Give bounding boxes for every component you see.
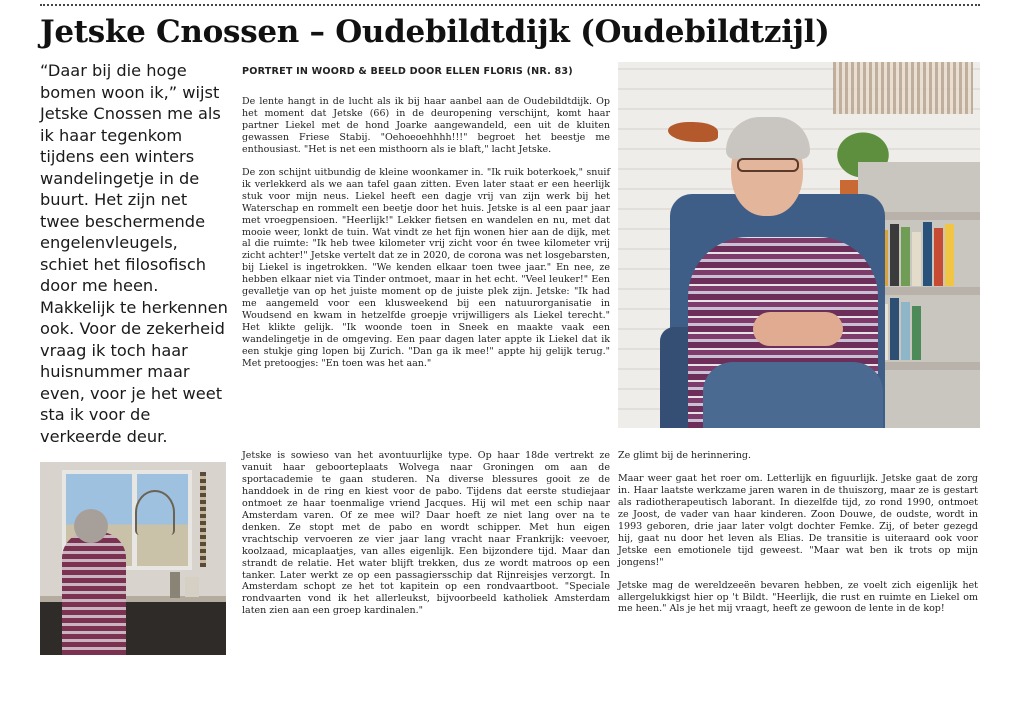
photo-book: [901, 302, 910, 360]
body-paragraph: Ze glimt bij de herinnering.: [618, 450, 752, 461]
kitchen-bottle: [170, 572, 180, 598]
kitchen-hanging-decoration: [200, 472, 206, 567]
portrait-photo: [618, 62, 980, 428]
photo-glasses: [737, 158, 799, 172]
body-paragraph: Jetske is sowieso van het avontuurlijke type. Op haar 18de vertrekt ze vanuit haar geboorteplaats Wolvega naar Groningen om aan de sportacademie te gaan studeren. Na diverse blessures gooit ze de handdoek in de ring en kiest voor de pabo. Tijdens dat eerste studiejaar ontmoet ze haar toenmalige vriend Jacques. Hij wil met een schip naar Amsterdam varen. Of ze mee wil? Daar hoeft ze niet lang over na te denken. Ze stopt met de pabo en wordt schipper. Met hun eigen vrachtschip vervoeren ze vier jaar lang vracht naar Frankrijk: veevoer, koolzaad, micaplaatjes, van alles eigenlijk. Een bijzondere tijd. Maar dan strandt de relatie. Het water blijft trekken, dus ze wordt matroos op een tanker. Later werkt ze op een passagiersschip dat Rijnreisjes verzorgt. In Amsterdam schopt ze het tot kapitein op een rondvaartboot. "Speciale rondvaarten vond ik het allerleukst, bijvoorbeeld katholiek Amsterdam laten zien aan een groep kardinalen.": [242, 450, 610, 617]
body-column-3: [618, 450, 978, 626]
body-column-1: [242, 96, 610, 381]
photo-book: [912, 306, 921, 360]
top-dotted-rule: [40, 4, 980, 6]
photo-book: [945, 224, 954, 286]
photo-book: [934, 228, 943, 286]
body-paragraph: Jetske mag de wereldzeeën bevaren hebben, ze voelt zich eigenlijk het allergelukkigst hier op 't Bildt. "Heerlijk, die rust en ruimte en Liekel om me heen." Als je het mij vraagt, heeft ze gewoon de lente in de kop!: [618, 579, 978, 615]
body-paragraph: De lente hangt in de lucht als ik bij haar aanbel aan de Oudebildtdijk. Op het moment dat Jetske (66) in de deuropening verschijnt, komt haar partner Liekel met de hond Joarke aangewandeld, een uit de kluiten gewassen Friese Stabij. "Oehoeoehhhh!!!" begroet het beestje me enthousiast. "Het is net een misthoorn als ie blaft," lacht Jetske.: [242, 96, 610, 155]
kitchen-tree-view: [135, 490, 175, 535]
photo-book: [901, 227, 910, 286]
photo-hands: [753, 312, 843, 346]
kitchen-person-head: [74, 509, 108, 543]
body-paragraph: Maar weer gaat het roer om. Letterlijk en figuurlijk. Jetske gaat de zorg in. Haar laatste werkzame jaren waren in de thuiszorg, maar ze is gestart als radiotherapeutisch laborant. In diezelfde tijd, zo rond 1990, ontmoet ze Joost, de vader van haar kinderen. Zoon Douwe, de oudste, wordt in 1993 geboren, drie jaar later volgt dochter Femke. Zij, of beter gezegd hij, gaat nu door het leven als Elias. De transitie is uiteraard ook voor Jetske een emotionele tijd geweest. "Maar wat ben ik trots op mijn jongens!": [618, 472, 978, 568]
photo-jeans: [703, 362, 883, 428]
photo-book: [912, 232, 921, 286]
kitchen-person: [62, 532, 126, 655]
photo-book: [890, 224, 899, 286]
byline: PORTRET IN WOORD & BEELD DOOR ELLEN FLORIS (NR. 83): [242, 66, 573, 77]
kitchen-photo: [40, 462, 226, 655]
photo-book: [923, 222, 932, 286]
kitchen-jar: [185, 577, 199, 597]
body-paragraph: De zon schijnt uitbundig de kleine woonkamer in. "Ik ruik boterkoek," snuif ik verlekkerd als we aan tafel gaan zitten. Even later staat er een heerlijk stuk voor mijn neus. Liekel heeft een dagje vrij van zijn werk bij het Waterschap en rommelt een beetje door het huis. Jetske is al een paar jaar met vroegpensioen. "Heerlijk!" Lekker fietsen en wandelen en nu, met dat mooie weer, lonkt de tuin. Wat vindt ze het fijn wonen hier aan de dijk, met al die ruimte: "Ik heb twee kilometer vrij zicht voor én twee kilometer vrij zicht achter!" Jetske vertelt dat ze in 2020, de corona was net losgebarsten, bij Liekel is ingetrokken. "We kenden elkaar toen twee jaar." En nee, ze hebben elkaar niet via Tinder ontmoet, maar in het echt. "Veel leuker!" Een gevalletje van op het juiste moment op de juiste plek zijn. Jetske: "Ik had me aangemeld voor een klusweekend bij een natuurorganisatie in Woudsend en kwam in hetzelfde groepje vrijwilligers als Liekel terecht." Het klikte gelijk. "Ik woonde toen in Sneek en maakte vaak een wandelingetje in de omgeving. Een paar dagen later appte ik Liekel dat ik een stukje ging lopen bij Zurich. "Dan ga ik mee!" appte hij gelijk terug." Met pretoogjes: "En toen was het aan.": [242, 166, 610, 370]
article-headline: Jetske Cnossen – Oudebildtdijk (Oudebildtzijl): [40, 14, 830, 50]
photo-book: [890, 298, 899, 360]
intro-paragraph: “Daar bij die hoge bomen woon ik,” wijst Jetske Cnossen me als ik haar tegenkom tijdens een winters wandelingetje in de buurt. Het zijn net twee beschermende engelenvleugels, schiet het filosofisch door me heen. Makkelijk te herkennen ook. Voor de zekerheid vraag ik toch haar huisnummer maar even, voor je het weet sta ik voor de verkeerde deur.: [40, 61, 228, 446]
body-column-2: [242, 450, 610, 628]
photo-macrame: [833, 62, 973, 114]
